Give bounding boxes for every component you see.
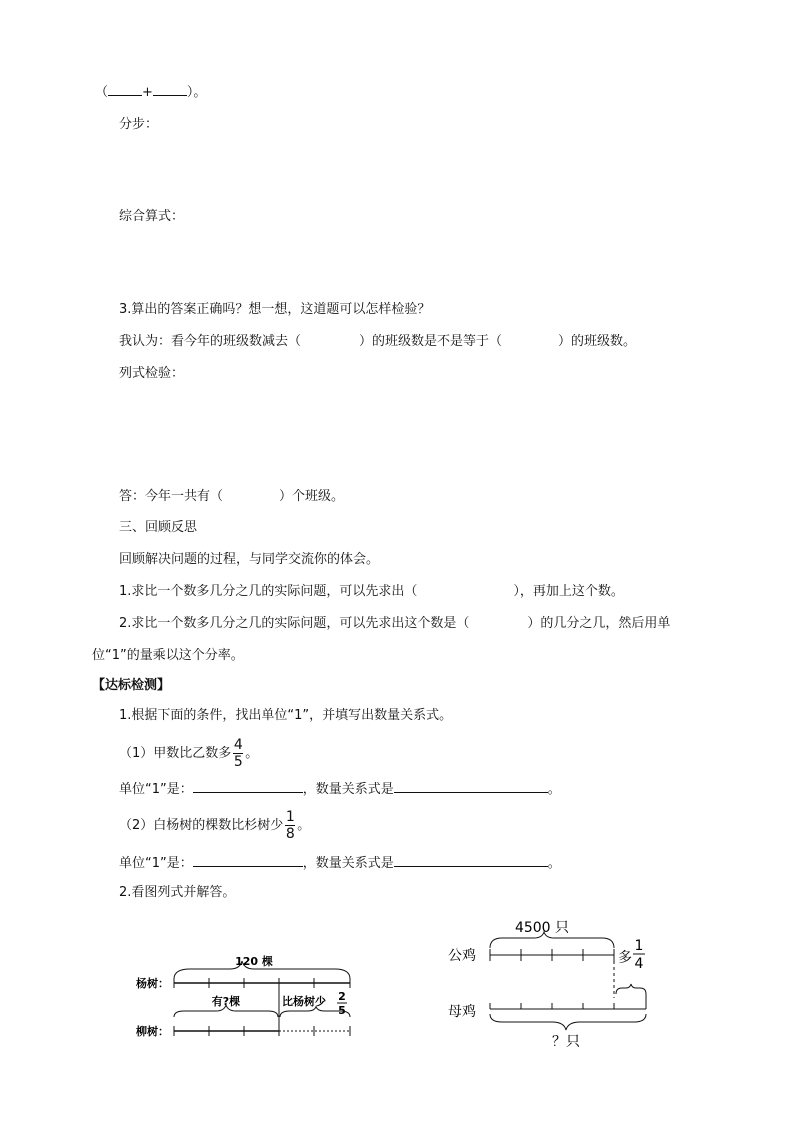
- fraction-numerator: 1: [634, 938, 644, 954]
- text-segment: 。: [547, 856, 561, 871]
- fraction-denominator: 4: [634, 956, 644, 972]
- total-label: 120 棵: [235, 955, 273, 968]
- fraction-numerator: 4: [233, 737, 243, 753]
- fraction-1-8: [285, 809, 295, 842]
- fraction-numerator: 1: [285, 809, 295, 825]
- test-q2-title: 2.看图列式并解答。: [119, 885, 236, 900]
- rooster-hen-diagram: [442, 910, 672, 1060]
- text-segment: 答：今年一共有（: [119, 489, 224, 504]
- fraction-denominator: 5: [233, 754, 243, 770]
- q3-title: 3.算出的答案正确吗？想一想，这道题可以怎样检验？: [119, 302, 431, 317]
- unit-answer-field[interactable]: [193, 853, 303, 867]
- poplar-label: 杨树：: [136, 977, 169, 990]
- text-segment: ）个班级。: [279, 489, 345, 504]
- relation-label: ，数量关系式是: [302, 856, 394, 871]
- relation-answer-field[interactable]: [394, 779, 548, 793]
- rooster-label: 公鸡: [448, 948, 476, 964]
- text-segment: 。: [297, 818, 311, 833]
- more-label: 多: [618, 950, 632, 966]
- review-intro: 回顾解决问题的过程，与同学交流你的体会。: [119, 552, 380, 567]
- hen-label: 母鸡: [448, 1004, 476, 1020]
- top-blank-line: [95, 82, 206, 102]
- text-segment: 我认为：看今年的班级数减去（: [119, 334, 302, 349]
- blank-field[interactable]: [153, 82, 187, 96]
- fraction-denominator: 5: [338, 1004, 346, 1017]
- relation-answer-field[interactable]: [394, 853, 548, 867]
- unknown-label: ？只: [552, 1034, 580, 1050]
- unit-line-2: [119, 853, 561, 873]
- text-segment: ）的班级数。: [558, 334, 637, 349]
- blank-field[interactable]: [108, 82, 142, 96]
- close-paren: ）。: [186, 85, 207, 100]
- combined-label: 综合算式：: [119, 209, 185, 224]
- steps-label: 分步：: [119, 117, 159, 132]
- test-q1-2: [119, 806, 310, 846]
- fraction-denominator: 8: [285, 826, 295, 842]
- answer-line: [119, 488, 344, 506]
- q3-think-line: [119, 333, 636, 351]
- text-segment: （2）白杨树的棵数比杉树少: [119, 818, 284, 833]
- text-segment: （1）甲数比乙数多: [119, 746, 232, 761]
- unit-answer-field[interactable]: [193, 779, 303, 793]
- text-segment: 2.求比一个数多几分之几的实际问题，可以先求出这个数是（: [119, 616, 470, 631]
- unit-label: 单位“1”是：: [119, 782, 193, 797]
- fraction-4-5: [233, 737, 243, 770]
- test-heading: 【达标检测】: [92, 678, 171, 693]
- unit-line-1: [119, 779, 561, 799]
- total-label: 4500 只: [514, 920, 570, 936]
- plus-sign: +: [142, 85, 153, 100]
- less-label: 比杨树少: [282, 995, 326, 1008]
- text-segment: ），再加上这个数。: [513, 584, 624, 599]
- test-q1-1: [119, 734, 258, 774]
- fraction-numerator: 2: [338, 990, 346, 1003]
- text-segment: ）的班级数是不是等于（: [359, 334, 503, 349]
- hen-brace: [490, 1014, 646, 1030]
- review-point-2-cont: 位“1”的量乘以这个分率。: [92, 648, 244, 663]
- text-segment: 1.求比一个数多几分之几的实际问题，可以先求出（: [119, 584, 418, 599]
- test-q1-title: 1.根据下面的条件，找出单位“1”，并填写出数量关系式。: [119, 708, 453, 723]
- unit-label: 单位“1”是：: [119, 856, 193, 871]
- open-paren: （: [95, 85, 109, 100]
- more-brace: [616, 984, 646, 994]
- text-segment: ）的几分之几，然后用单: [527, 616, 671, 631]
- text-segment: 。: [245, 746, 259, 761]
- review-heading: 三、回顾反思: [119, 520, 198, 535]
- text-segment: 。: [547, 782, 561, 797]
- check-label: 列式检验：: [119, 366, 185, 381]
- review-point-1: [119, 583, 624, 601]
- willow-label: 柳树：: [136, 1025, 169, 1038]
- hen-ticks: [490, 994, 646, 1009]
- unknown-label: 有?棵: [211, 995, 241, 1008]
- relation-label: ，数量关系式是: [302, 782, 394, 797]
- poplar-willow-diagram: [130, 945, 370, 1055]
- review-point-2: [119, 615, 670, 633]
